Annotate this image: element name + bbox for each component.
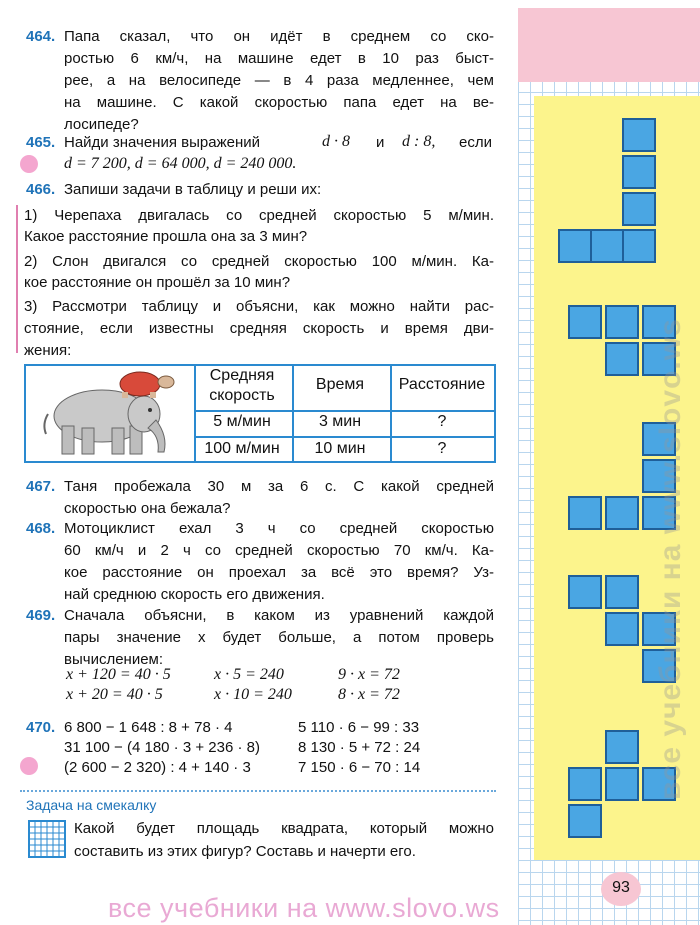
teaser-line: составить из этих фигур? Составь и начерти его. (74, 843, 416, 860)
p465-if: если (459, 134, 492, 151)
table-cell: ? (437, 440, 447, 457)
problem-number-466: 466. (26, 181, 56, 198)
p469-equation: x + 20 = 40 · 5 (66, 686, 163, 703)
p469-equation: x · 5 = 240 (214, 666, 284, 683)
page-number: 93 (612, 879, 630, 896)
p469-equation: 9 · x = 72 (338, 666, 400, 683)
problem-number-464: 464. (26, 28, 56, 45)
p466-intro: Запиши задачи в таблицу и реши их: (64, 181, 322, 198)
problem-number-467: 467. (26, 478, 56, 495)
table-cell: 10 мин (314, 440, 366, 457)
p467-line: скоростью она бежала? (64, 500, 231, 517)
table-cell: 100 м/мин (204, 440, 280, 457)
pink-dot-icon (20, 155, 38, 173)
p470-expr: 6 800 − 1 648 : 8 + 78 · 4 (64, 719, 233, 736)
table-cell: ? (437, 413, 447, 430)
p465-line1 (64, 134, 494, 151)
grid-icon (28, 820, 66, 858)
table-cell: 5 м/мин (213, 413, 271, 430)
p469-line: вычислением: (64, 651, 164, 668)
table-header-speed-l1: Средняя (209, 367, 275, 384)
p468-line: най среднюю скорость его движения. (64, 586, 325, 603)
p464-line: лосипеде? (64, 116, 139, 133)
p464-line: на машине. С какой скоростью папа едет на ве- (64, 94, 494, 111)
pink-band (518, 8, 700, 82)
p466-item2: 2) Слон двигался со средней скоростью 100 м/мин. Ка- (24, 253, 494, 270)
p464-line: рее, а на велосипеде — в 4 раза медленнее, чем (64, 72, 494, 89)
p466-item1: Какое расстояние прошла она за 3 мин? (24, 228, 308, 245)
p470-expr: 8 130 · 5 + 72 : 24 (298, 739, 421, 756)
p469-equation: x + 120 = 40 · 5 (66, 666, 171, 683)
p469-equation: x · 10 = 240 (214, 686, 292, 703)
p466-item2: кое расстояние он прошёл за 10 мин? (24, 274, 291, 291)
p469-equation: 8 · x = 72 (338, 686, 400, 703)
table-header-speed-l2: скорость (209, 387, 275, 404)
side-watermark: все учебники на www.slovo.ws (654, 318, 687, 800)
p469-line: пары значение x будет больше, а потом проверь (64, 629, 494, 646)
bottom-watermark: все учебники на www.slovo.ws (108, 893, 500, 923)
p470-expr: 5 110 · 6 − 99 : 33 (298, 719, 420, 736)
p468-line: кое расстояние он проехал за всё это время? Уз- (64, 564, 494, 581)
p468-line: Мотоциклист ехал 3 ч со средней скоростью (64, 520, 494, 537)
teaser-line: Какой будет площадь квадрата, который можно (74, 820, 494, 837)
p465-expr2: d : 8, (402, 133, 436, 150)
p466-item3: 3) Рассмотри таблицу и объясни, как можно найти рас- (24, 298, 494, 315)
teaser-divider (20, 790, 496, 792)
problem-number-465: 465. (26, 134, 56, 151)
teaser-title: Задача на смекалку (26, 797, 157, 813)
p469-line: Сначала объясни, в каком из уравнений каждой (64, 607, 494, 624)
p465-text-a: Найди значения выражений (64, 134, 260, 151)
p465-values: d = 7 200, d = 64 000, d = 240 000. (64, 155, 297, 172)
problem-number-469: 469. (26, 607, 56, 624)
table-header-distance: Расстояние (398, 376, 486, 393)
turtle-illustration (108, 366, 178, 400)
problem-number-468: 468. (26, 520, 56, 537)
table-cell: 3 мин (318, 413, 362, 430)
p466-item3: жения: (24, 342, 72, 359)
p470-expr: 7 150 · 6 − 70 : 14 (298, 759, 421, 776)
p470-expr: (2 600 − 2 320) : 4 + 140 · 3 (64, 759, 251, 776)
p464-line: ростью 6 км/ч, на машине едет в 10 раз быст- (64, 50, 494, 67)
p467-line: Таня пробежала 30 м за 6 с. С какой средней (64, 478, 494, 495)
p468-line: 60 км/ч и 2 ч со средней скоростью 70 км/ч. Ка- (64, 542, 494, 559)
table-header-time: Время (315, 376, 365, 393)
problem-number-470: 470. (26, 719, 56, 736)
p466-item1: 1) Черепаха двигалась со средней скоростью 5 м/мин. (24, 207, 494, 224)
p465-and: и (376, 134, 385, 151)
p464-line: Папа сказал, что он идёт в среднем со ско- (64, 28, 494, 45)
p470-expr: 31 100 − (4 180 · 3 + 236 · 8) (64, 739, 260, 756)
p465-expr1: d · 8 (322, 133, 350, 150)
p466-item3: стояние, если известны средняя скорость и время дви- (24, 320, 494, 337)
p466-side-bar (16, 205, 18, 353)
pink-dot-icon (20, 757, 38, 775)
